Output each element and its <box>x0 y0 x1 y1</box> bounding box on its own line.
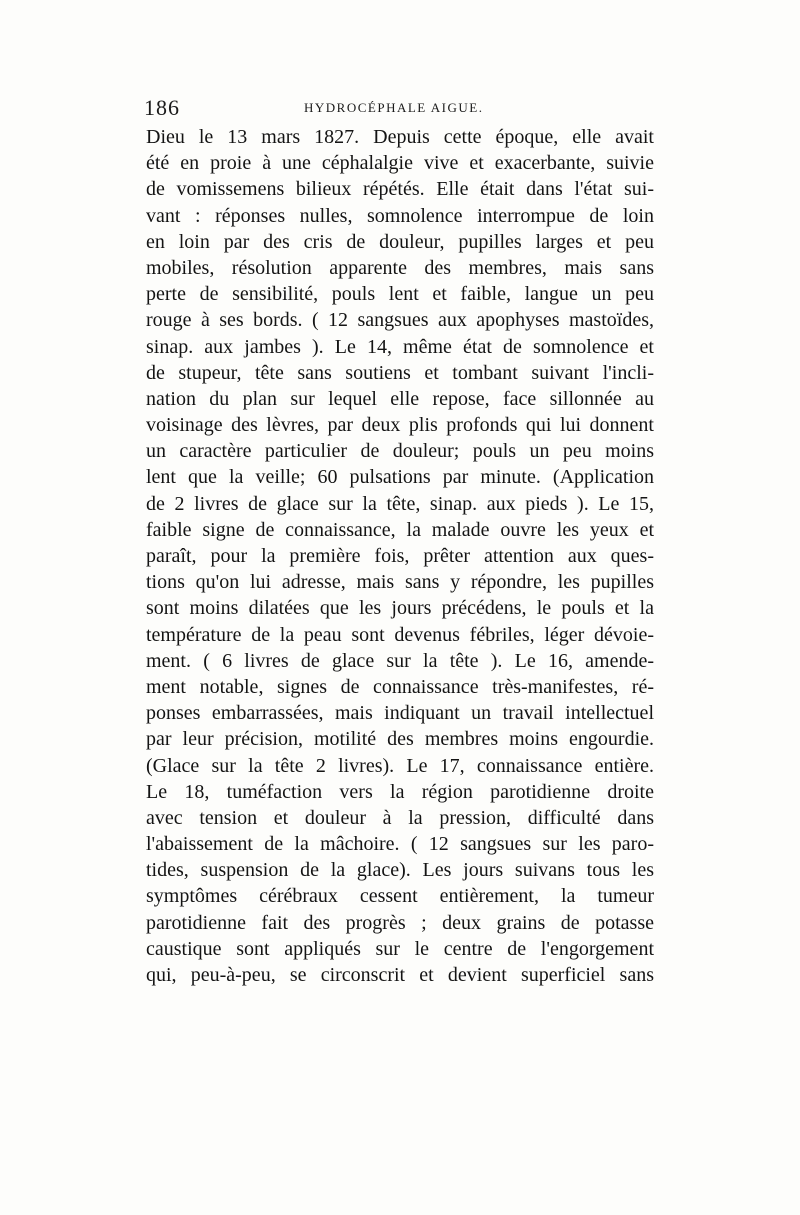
text-line: avec tension et douleur à la pression, difficulté dans <box>146 806 654 829</box>
text-line: en loin par des cris de douleur, pupilles larges et peu <box>146 230 654 253</box>
text-line: ponses embarrassées, mais indiquant un travail intellectuel <box>146 702 654 725</box>
page-header <box>144 95 656 125</box>
text-line: été en proie à une céphalalgie vive et exacerbante, suivie <box>146 152 654 175</box>
text-line: rouge à ses bords. ( 12 sangsues aux apophyses mastoïdes, <box>146 309 654 332</box>
text-line: par leur précision, motilité des membres moins engourdie. <box>146 728 654 751</box>
body-text <box>146 124 654 988</box>
page-number: 186 <box>144 95 180 120</box>
text-line: Le 18, tuméfaction vers la région parotidienne droite <box>146 780 654 803</box>
text-line: sinap. aux jambes ). Le 14, même état de somnolence et <box>146 335 654 358</box>
text-line: sont moins dilatées que les jours précédens, le pouls et la <box>146 597 654 620</box>
text-line: qui, peu-à-peu, se circonscrit et devient superficiel sans <box>146 964 654 986</box>
text-line: symptômes cérébraux cessent entièrement, la tumeur <box>146 885 654 908</box>
text-line: température de la peau sont devenus fébriles, léger dévoie- <box>146 623 654 646</box>
text-line: lent que la veille; 60 pulsations par minute. (Application <box>146 466 654 489</box>
text-line: caustique sont appliqués sur le centre de l'engorgement <box>146 937 654 960</box>
text-line: faible signe de connaissance, la malade ouvre les yeux et <box>146 518 654 541</box>
text-line: de 2 livres de glace sur la tête, sinap. aux pieds ). Le 15, <box>146 492 654 515</box>
running-head: HYDROCÉPHALE AIGUE. <box>304 100 484 115</box>
text-line: un caractère particulier de douleur; pouls un peu moins <box>146 440 654 463</box>
text-line: ment. ( 6 livres de glace sur la tête ). Le 16, amende- <box>146 649 654 672</box>
text-line: (Glace sur la tête 2 livres). Le 17, connaissance entière. <box>146 754 654 777</box>
text-line: de stupeur, tête sans soutiens et tombant suivant l'incli- <box>146 361 654 384</box>
text-line: mobiles, résolution apparente des membres, mais sans <box>146 256 654 279</box>
text-line: l'abaissement de la mâchoire. ( 12 sangsues sur les paro- <box>146 833 654 856</box>
text-line: vant : réponses nulles, somnolence interrompue de loin <box>146 204 654 227</box>
text-line: ment notable, signes de connaissance très-manifestes, ré- <box>146 675 654 698</box>
text-line: paraît, pour la première fois, prêter attention aux ques- <box>146 545 654 567</box>
text-line: de vomissemens bilieux répétés. Elle était dans l'état sui- <box>146 178 654 201</box>
text-line: perte de sensibilité, pouls lent et faible, langue un peu <box>146 283 654 306</box>
text-line: tides, suspension de la glace). Les jours suivans tous les <box>146 859 654 882</box>
text-line: nation du plan sur lequel elle repose, face sillonnée au <box>146 387 654 410</box>
text-line: tions qu'on lui adresse, mais sans y répondre, les pupilles <box>146 571 654 594</box>
text-line: voisinage des lèvres, par deux plis profonds qui lui donnent <box>146 414 654 437</box>
text-line: parotidienne fait des progrès ; deux grains de potasse <box>146 911 654 934</box>
text-line: Dieu le 13 mars 1827. Depuis cette époque, elle avait <box>146 126 654 148</box>
